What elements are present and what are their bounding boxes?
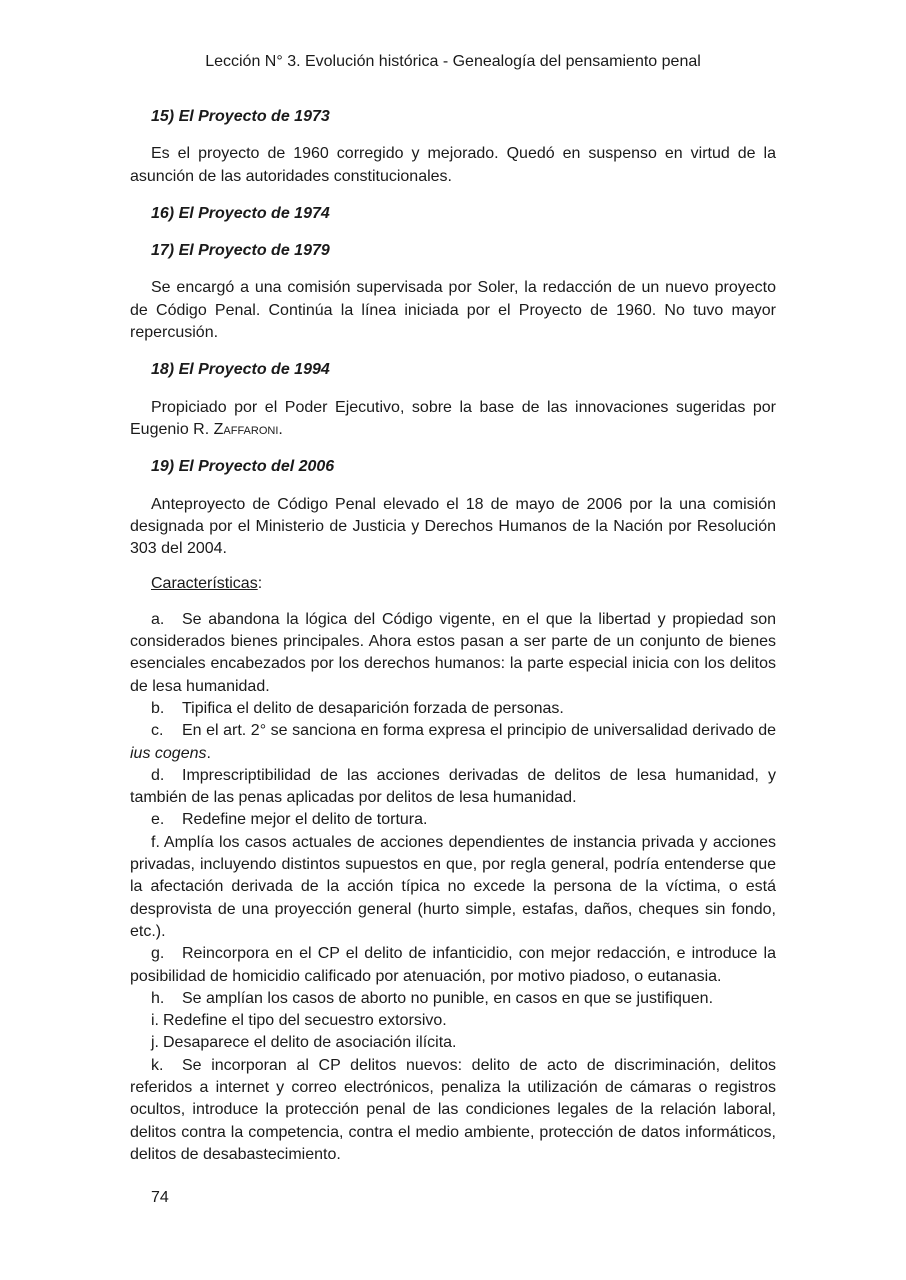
list-marker: a.	[151, 610, 165, 628]
section-heading-1994: 18) El Proyecto de 1994	[151, 361, 330, 379]
list-item-f	[130, 832, 776, 943]
paragraph-text: Propiciado por el Poder Ejecutivo, sobre la base de las innovaciones sugeridas por Eugenio R.	[130, 398, 776, 438]
characteristics-label	[130, 573, 776, 595]
list-item-a	[130, 609, 776, 698]
list-marker: i.	[151, 1012, 159, 1030]
list-item-d	[130, 765, 776, 810]
latin-term: ius cogens	[130, 744, 207, 762]
list-item-e	[130, 809, 776, 831]
author-name: Zaffaroni	[213, 420, 279, 438]
list-item-text: Redefine el tipo del secuestro extorsivo.	[163, 1012, 447, 1030]
section-heading-1979: 17) El Proyecto de 1979	[151, 242, 330, 260]
list-marker: e.	[151, 811, 165, 829]
list-marker: f.	[151, 833, 160, 851]
characteristics-label-text: Características	[151, 575, 258, 593]
section-paragraph-1973: Es el proyecto de 1960 corregido y mejorado. Quedó en suspenso en virtud de la asunción de las autoridades constitucionales.	[130, 145, 776, 185]
list-item-text: Se amplían los casos de aborto no punible, en casos en que se justifiquen.	[182, 989, 714, 1007]
list-item-text: Imprescriptibilidad de las acciones derivadas de delitos de lesa humanidad, y también de las penas aplicadas por delitos de lesa humanidad.	[130, 766, 776, 807]
list-item-h	[130, 988, 776, 1010]
characteristics-label-colon: :	[257, 575, 263, 593]
list-item-g	[130, 943, 776, 988]
list-marker: h.	[151, 989, 165, 1007]
list-item-text: Amplía los casos actuales de acciones dependientes de instancia privada y acciones privadas, incluyendo distintos supuestos en que, por regla general, podría entenderse que la afectación derivada de la acción típica no excede la persona de la víctima, o está desprovista de una proyección general (hurto simple, estafas, daños, cheques sin fondo, etc.).	[130, 833, 776, 940]
running-header: Lección N° 3. Evolución histórica - Genealogía del pensamiento penal	[205, 53, 701, 70]
list-item-text: Desaparece el delito de asociación ilícita.	[163, 1034, 457, 1052]
list-marker: j.	[151, 1034, 159, 1052]
list-item-i	[130, 1010, 776, 1032]
list-item-text: Redefine mejor el delito de tortura.	[182, 811, 428, 829]
list-marker: c.	[151, 722, 164, 740]
list-item-text: Tipifica el delito de desaparición forzada de personas.	[182, 699, 564, 717]
paragraph-text-end: .	[278, 420, 283, 438]
list-item-j	[130, 1032, 776, 1054]
list-item-text: Reincorpora en el CP el delito de infanticidio, con mejor redacción, e introduce la posibilidad de homicidio calificado por atenuación, por motivo piadoso, o eutanasia.	[130, 945, 776, 985]
section-paragraph-1979: Se encargó a una comisión supervisada por Soler, la redacción de un nuevo proyecto de Código Penal. Continúa la línea iniciada por el Proyecto de 1960. No tuvo mayor repercusión.	[130, 279, 776, 342]
section-paragraph-2006: Anteproyecto de Código Penal elevado el 18 de mayo de 2006 por la una comisión designada por el Ministerio de Justicia y Derechos Humanos de la Nación por Resolución 303 del 2004.	[130, 495, 776, 558]
list-item-text-end: .	[206, 744, 211, 762]
list-marker: g.	[151, 945, 165, 963]
page-content	[130, 106, 776, 1166]
list-item-k	[130, 1055, 776, 1166]
list-marker: k.	[151, 1056, 164, 1074]
list-marker: d.	[151, 766, 165, 784]
section-heading-1974: 16) El Proyecto de 1974	[151, 204, 330, 222]
section-paragraph-1994	[130, 397, 776, 442]
list-item-text: Se abandona la lógica del Código vigente, en el que la libertad y propiedad son considerados bienes principales. Ahora estos pasan a ser parte de un conjunto de bienes esenciales encabezados por los derechos humanos: la parte especial inicia con los delitos de lesa humanidad.	[130, 610, 776, 695]
list-item-b	[130, 698, 776, 720]
list-item-text: Se incorporan al CP delitos nuevos: delito de acto de discriminación, delitos referidos a internet y correo electrónicos, penaliza la utilización de cámaras o registros ocultos, introduce la protección penal de las condiciones legales de la relación laboral, delitos contra la competencia, contra el medio ambiente, protección de datos informáticos, delitos de desabastecimiento.	[130, 1056, 776, 1163]
page-number: 74	[151, 1189, 169, 1206]
list-item-c	[130, 720, 776, 765]
list-item-text: En el art. 2° se sanciona en forma expresa el principio de universalidad derivado de	[182, 722, 776, 740]
section-heading-2006: 19) El Proyecto del 2006	[151, 458, 335, 476]
list-marker: b.	[151, 699, 165, 717]
section-heading-1973: 15) El Proyecto de 1973	[151, 108, 330, 125]
